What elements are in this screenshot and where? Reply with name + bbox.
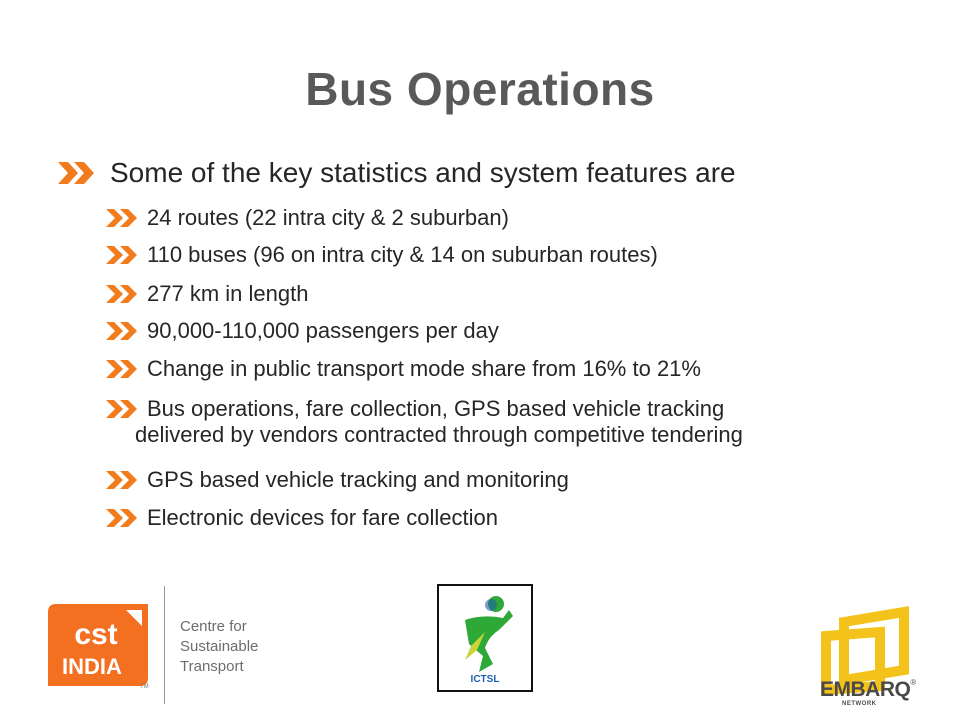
cst-text-line: Transport — [180, 658, 244, 675]
bullet-text-line1: Bus operations, fare collection, GPS based vehicle tracking — [147, 396, 725, 421]
embarq-wordmark — [820, 678, 916, 702]
embarq-network-label: NETWORK — [842, 701, 877, 707]
double-chevron-right-icon — [106, 509, 140, 527]
double-chevron-right-icon — [58, 162, 98, 184]
list-item — [106, 242, 886, 268]
double-chevron-right-icon — [106, 322, 140, 340]
registered-mark: ® — [910, 678, 916, 687]
bullet-text-wrapped — [135, 396, 743, 449]
cst-mark-top: cst — [74, 618, 118, 651]
list-item — [106, 467, 886, 493]
bullet-text: 24 routes (22 intra city & 2 suburban) — [147, 205, 509, 230]
list-item — [106, 281, 886, 307]
slide-title: Bus Operations — [305, 63, 655, 115]
double-chevron-right-icon — [106, 400, 140, 418]
bullet-text: Change in public transport mode share from 16% to 21% — [147, 356, 701, 381]
ictsl-emblem-icon — [439, 586, 531, 690]
intro-bullet — [58, 156, 736, 190]
intro-text: Some of the key statistics and system features are — [110, 157, 736, 188]
cst-text-line: Sustainable — [180, 638, 259, 655]
cst-mark-bottom: INDIA — [62, 654, 122, 679]
logo-divider — [164, 586, 165, 704]
list-item — [106, 505, 886, 531]
embarq-word: EMBARQ — [820, 678, 911, 701]
bullet-text: GPS based vehicle tracking and monitoring — [147, 467, 569, 492]
double-chevron-right-icon — [106, 209, 140, 227]
cst-logo-text — [180, 617, 258, 677]
ictsl-text: ICTSL — [470, 674, 500, 685]
bullet-text: Electronic devices for fare collection — [147, 505, 498, 530]
cst-india-logo — [48, 604, 148, 686]
list-item — [106, 356, 886, 382]
bullet-text: 90,000-110,000 passengers per day — [147, 318, 499, 343]
double-chevron-right-icon — [106, 285, 140, 303]
cst-text-line: Centre for — [180, 618, 247, 635]
bullet-text: 110 buses (96 on intra city & 14 on suburban routes) — [147, 242, 658, 267]
list-item — [106, 318, 886, 344]
trademark-mark: TM — [140, 684, 149, 690]
double-chevron-right-icon — [106, 360, 140, 378]
bullet-text-line2: delivered by vendors contracted through competitive tendering — [135, 422, 743, 448]
bullet-text: 277 km in length — [147, 281, 309, 306]
list-item — [106, 205, 886, 231]
double-chevron-right-icon — [106, 246, 140, 264]
ictsl-logo — [437, 584, 533, 692]
double-chevron-right-icon — [106, 471, 140, 489]
list-item — [106, 396, 886, 449]
